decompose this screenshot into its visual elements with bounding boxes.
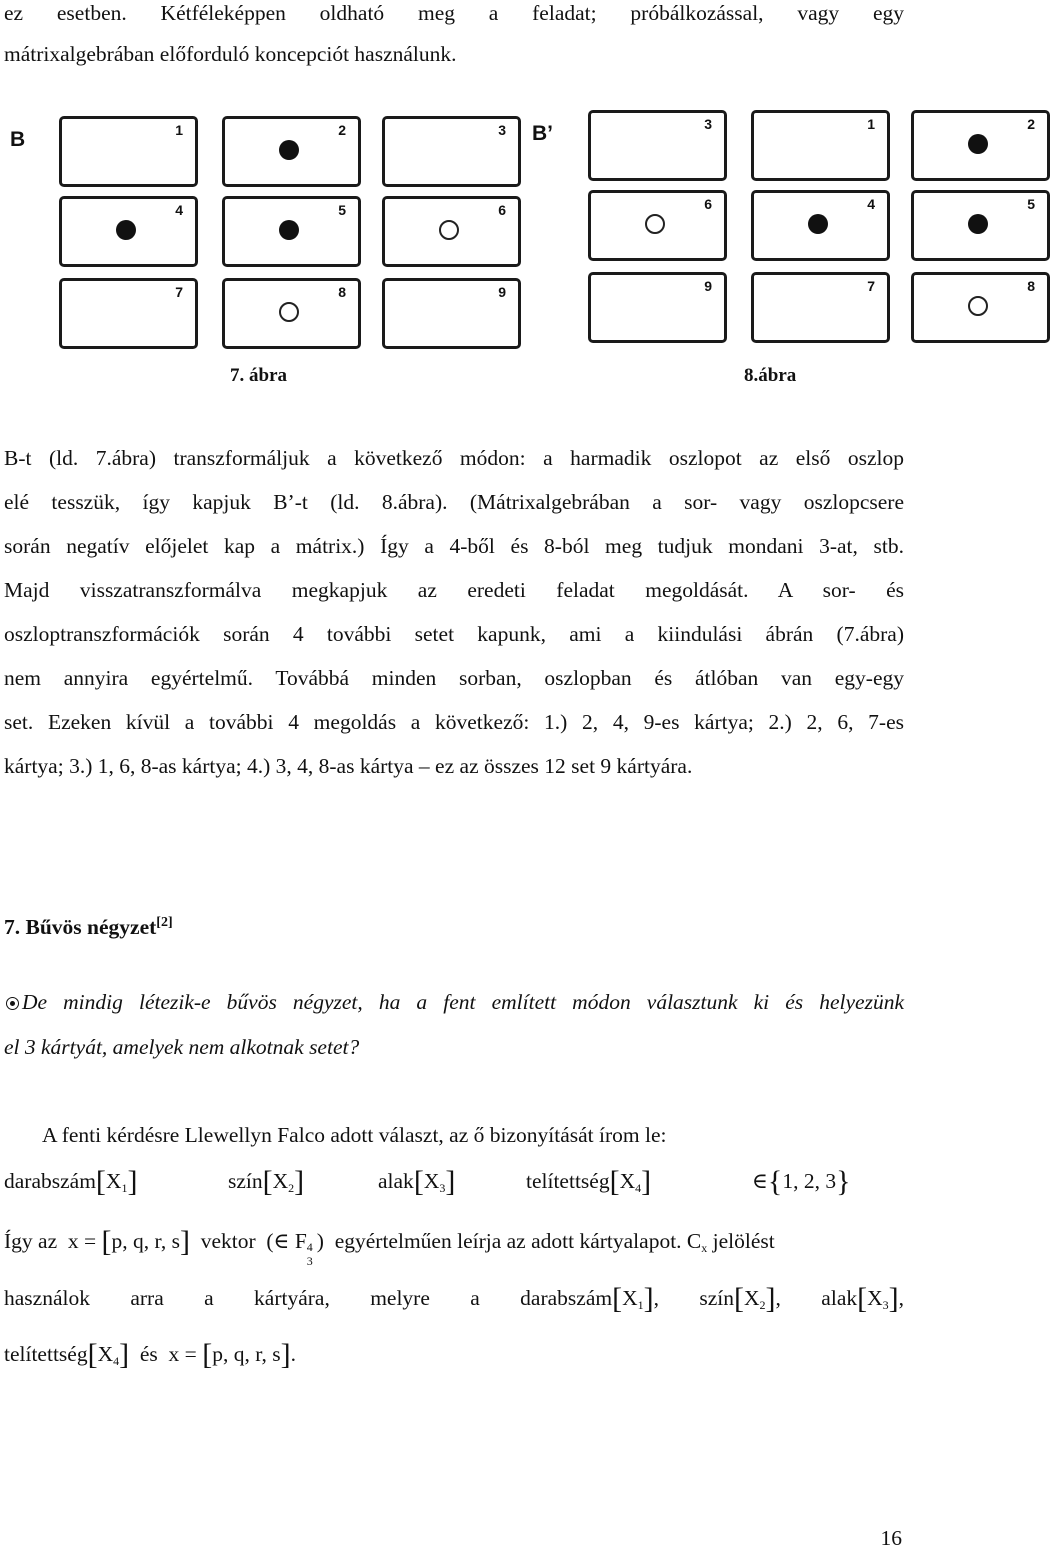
card — [382, 278, 521, 349]
hollow-circle-icon — [439, 220, 459, 240]
filled-circle-icon — [968, 214, 988, 234]
figure-bp-caption: 8.ábra — [744, 365, 797, 386]
filled-circle-icon — [808, 214, 828, 234]
paragraph-line: oszloptranszformációk során 4 további setet kapunk, ami a kiindulási ábrán (7.ábra) — [4, 622, 904, 646]
card-number: 3 — [704, 116, 712, 132]
paragraph-line: elé tesszük, így kapjuk B’-t (ld. 8.ábra). (Mátrixalgebrában a sor- vagy oszlopcsere — [4, 490, 904, 514]
card — [59, 116, 198, 187]
card-number: 2 — [1027, 116, 1035, 132]
section-title: 7. Bűvös négyzet — [4, 915, 157, 940]
card — [911, 190, 1050, 261]
final-row: $telítettség[X_4]$ és x = [p, q, r, s]. — [4, 1338, 296, 1371]
card — [751, 190, 890, 261]
card — [751, 272, 890, 343]
variables-row: $telítettség[X_4]$ — [526, 1165, 652, 1198]
filled-circle-icon — [116, 220, 136, 240]
filled-circle-icon — [968, 134, 988, 154]
vector-row: Így az x = [p, q, r, s] vektor (∈ F 4 3 ) egyértelműen leírja az adott kártyalapot. $C_x$ jelölést — [4, 1225, 775, 1268]
paragraph-line: B-t (ld. 7.ábra) transzformáljuk a következő módon: a harmadik oszlopot az első oszlop — [4, 446, 904, 470]
card-number: 8 — [1027, 278, 1035, 294]
variables-row: $alak[X_3]$ — [378, 1165, 456, 1198]
hollow-circle-icon — [279, 302, 299, 322]
card-number: 2 — [338, 122, 346, 138]
filled-circle-icon — [279, 220, 299, 240]
paragraph-line: set. Ezeken kívül a további 4 megoldás a következő: 1.) 2, 4, 9-es kártya; 2.) 2, 6, 7-es — [4, 710, 904, 734]
card — [382, 196, 521, 267]
hollow-circle-icon — [645, 214, 665, 234]
card-number: 9 — [498, 284, 506, 300]
card — [751, 110, 890, 181]
card-number: 4 — [175, 202, 183, 218]
answer-intro: A fenti kérdésre Llewellyn Falco adott választ, az ő bizonyítását írom le: — [42, 1123, 667, 1147]
value-set: ∈{1, 2, 3} — [752, 1165, 851, 1198]
paragraph-line: nem annyira egyértelmű. Továbbá minden sorban, oszlopban és átlóban van egy-egy — [4, 666, 904, 690]
usage-row: használok arra a kártyára, melyre a $darabszám[X_1]$, $szín[X_2]$, $alak[X_3]$, — [4, 1282, 905, 1315]
card — [59, 196, 198, 267]
hollow-circle-icon — [968, 296, 988, 316]
var-label: szín — [228, 1169, 263, 1193]
variables-row: $szín[X_2]$ — [228, 1165, 305, 1198]
card-number: 6 — [704, 196, 712, 212]
var-label: telítettség — [526, 1169, 610, 1193]
card-number: 1 — [175, 122, 183, 138]
variables-row: $darabszám[X_1]$ — [4, 1165, 138, 1198]
section-heading — [4, 910, 173, 940]
paragraph-line: során negatív előjelet kap a mátrix.) Így a 4-ből és 8-ból meg tudjuk mondani 3-at, stb. — [4, 534, 904, 558]
card-number: 3 — [498, 122, 506, 138]
question-line-2: el 3 kártyát, amelyek nem alkotnak setet? — [4, 1035, 360, 1059]
card-number: 8 — [338, 284, 346, 300]
paragraph-line: kártya; 3.) 1, 6, 8-as kártya; 4.) 3, 4, 8-as kártya – ez az összes 12 set 9 kártyára. — [4, 754, 693, 778]
card — [588, 190, 727, 261]
section-reference: [2] — [156, 915, 173, 930]
card — [588, 110, 727, 181]
paragraph-line: Majd visszatranszformálva megkapjuk az eredeti feladat megoldását. A sor- és — [4, 578, 904, 602]
card — [222, 278, 361, 349]
card-number: 5 — [1027, 196, 1035, 212]
intro-line-1: ez esetben. Kétféleképpen oldható meg a feladat; próbálkozással, vagy egy — [4, 1, 904, 25]
figure-b-label: B — [10, 128, 26, 151]
card-number: 1 — [867, 116, 875, 132]
card-number: 4 — [867, 196, 875, 212]
card-number: 7 — [175, 284, 183, 300]
card-number: 5 — [338, 202, 346, 218]
var-label: darabszám — [4, 1169, 96, 1193]
card-number: 6 — [498, 202, 506, 218]
card-number: 7 — [867, 278, 875, 294]
card — [911, 272, 1050, 343]
figure-bp-label: B’ — [532, 122, 553, 145]
card — [59, 278, 198, 349]
bullet-icon — [6, 997, 19, 1010]
card — [382, 116, 521, 187]
card-number: 9 — [704, 278, 712, 294]
card — [588, 272, 727, 343]
card — [911, 110, 1050, 181]
figure-b-caption: 7. ábra — [230, 365, 287, 386]
card — [222, 116, 361, 187]
page-number: 16 — [880, 1526, 902, 1550]
intro-line-2: mátrixalgebrában előforduló koncepciót használunk. — [4, 42, 457, 66]
card — [222, 196, 361, 267]
question-line-1: De mindig létezik-e bűvös négyzet, ha a fent említett módon választunk ki és helyezünk — [22, 990, 904, 1014]
var-label: alak — [378, 1169, 414, 1193]
filled-circle-icon — [279, 140, 299, 160]
